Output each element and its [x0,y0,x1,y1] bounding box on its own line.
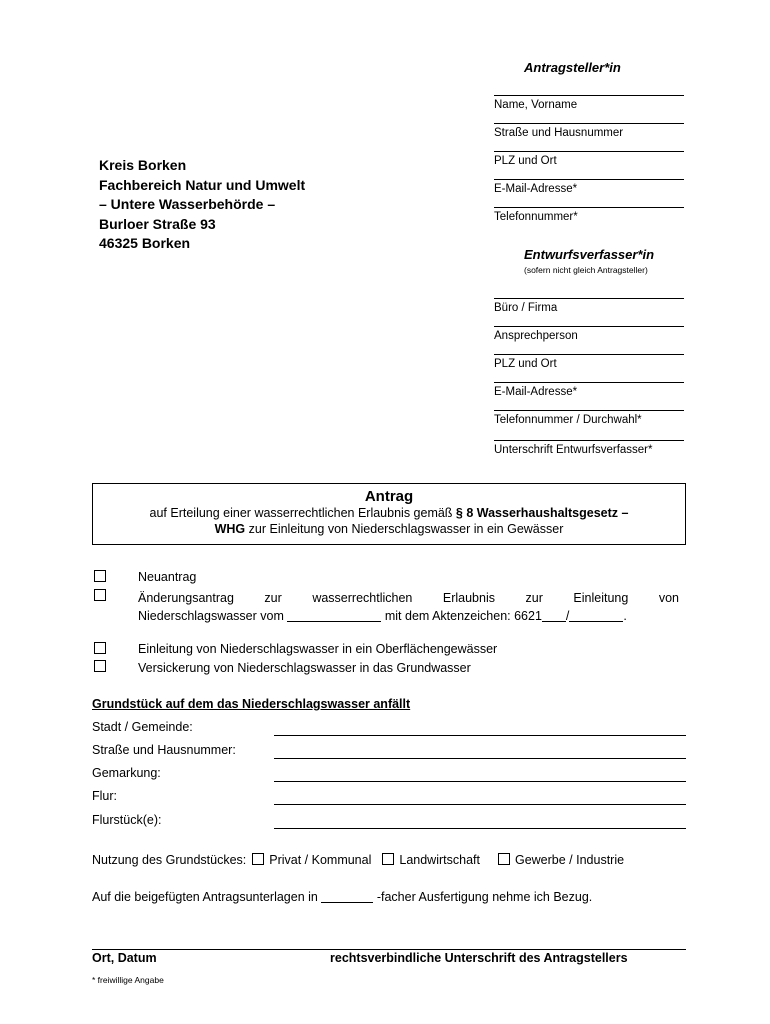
designer-contact-field[interactable]: Ansprechperson [494,326,684,343]
property-street-line[interactable] [274,745,686,759]
designer-office-field[interactable]: Büro / Firma [494,298,684,315]
applicant-phone-field[interactable]: Telefonnummer* [494,207,684,224]
property-city-line[interactable] [274,722,686,736]
applicant-street-field[interactable]: Straße und Hausnummer [494,123,684,140]
surface-water-checkbox[interactable] [94,642,106,654]
change-word-4: Erlaubnis [442,591,495,605]
change-application-line-1 [138,589,679,607]
antrag-line1-pre: auf Erteilung einer wasserrechtlichen Erlaubnis gemäß [149,506,456,520]
antrag-title: Antrag [364,488,414,505]
recipient-line-1: Kreis Borken [99,157,187,173]
applicant-name-field[interactable]: Name, Vorname [494,95,684,112]
recipient-line-2: Fachbereich Natur und Umwelt [99,176,306,193]
file-number-end: . [623,609,627,623]
change-word-2: zur [264,591,282,605]
designer-note: (sofern nicht gleich Antragsteller) [524,265,648,275]
footnote: * freiwillige Angabe [92,975,164,985]
recipient-line-5: 46325 Borken [99,235,191,251]
surface-water-label: Einleitung von Niederschlagswasser in ein Oberflächengewässer [138,642,498,656]
usage-agriculture-checkbox[interactable] [382,853,394,865]
change-word-6: Einleitung [573,591,629,605]
place-date-label: Ort, Datum [92,951,157,965]
property-street-label: Straße und Hausnummer: [92,743,236,757]
property-section-title: Grundstück auf dem das Niederschlagswasser anfällt [92,697,411,711]
applicant-title: Antragsteller*in [524,60,621,75]
change-application-line-2 [138,607,679,625]
file-number-part-1-blank[interactable] [542,610,566,622]
applicant-email-field[interactable]: E-Mail-Adresse* [494,179,684,196]
property-city-label: Stadt / Gemeinde: [92,720,193,734]
designer-phone-field[interactable]: Telefonnummer / Durchwahl* [494,410,684,427]
designer-zip-city-field[interactable]: PLZ und Ort [494,354,684,371]
file-number-part-2-blank[interactable] [569,610,623,622]
usage-agriculture-label: Landwirtschaft [399,853,480,867]
designer-email-field[interactable]: E-Mail-Adresse* [494,382,684,399]
property-district-line[interactable] [274,768,686,782]
change-application-label [138,589,679,625]
signature-line[interactable] [92,949,686,950]
designer-signature-field[interactable]: Unterschrift Entwurfsverfasser* [494,440,684,457]
antrag-line2-post: zur Einleitung von Niederschlagswasser in ein Gewässer [245,522,564,536]
signature-label: rechtsverbindliche Unterschrift des Antragstellers [330,951,628,965]
new-application-label: Neuantrag [138,570,197,584]
property-district-label: Gemarkung: [92,766,161,780]
groundwater-label: Versickerung von Niederschlagswasser in das Grundwasser [138,661,471,675]
change-word-7: von [658,591,679,605]
copies-post-text: -facher Ausfertigung nehme ich Bezug. [376,890,593,904]
change-word-1: Änderungsantrag [138,591,234,605]
change-date-label: Niederschlagswasser vom [138,609,284,623]
file-number-separator: / [565,609,570,623]
usage-commercial-label: Gewerbe / Industrie [514,853,625,867]
property-parcel-label: Flurstück(e): [92,813,162,827]
change-file-number-label: mit dem Aktenzeichen: 6621 [384,609,542,623]
applicant-zip-city-field[interactable]: PLZ und Ort [494,151,684,168]
change-application-checkbox[interactable] [94,589,106,601]
groundwater-checkbox[interactable] [94,660,106,672]
usage-private-checkbox[interactable] [252,853,264,865]
recipient-address [99,156,305,254]
recipient-line-4: Burloer Straße 93 [99,215,216,232]
antrag-subtitle-line-2 [93,521,685,537]
change-word-3: wasserrechtlichen [312,591,413,605]
new-application-checkbox[interactable] [94,570,106,582]
antrag-line1-bold: § 8 Wasserhaushaltsgesetz – [455,506,629,520]
usage-private-label: Privat / Kommunal [269,853,372,867]
property-parcel-line[interactable] [274,815,686,829]
usage-row [92,853,624,867]
change-word-5: zur [525,591,543,605]
property-flur-line[interactable] [274,791,686,805]
usage-label: Nutzung des Grundstückes: [92,853,247,867]
antrag-subtitle-line-1 [93,505,685,521]
antrag-box [92,483,686,545]
usage-commercial-checkbox[interactable] [498,853,510,865]
copies-row [92,890,592,904]
designer-title: Entwurfsverfasser*in [524,247,655,262]
antrag-line2-bold: WHG [214,522,246,536]
recipient-line-3: – Untere Wasserbehörde – [99,196,276,212]
copies-count-blank[interactable] [321,891,373,903]
copies-pre-text: Auf die beigefügten Antragsunterlagen in [92,890,318,904]
change-date-blank[interactable] [287,610,381,622]
property-flur-label: Flur: [92,789,117,803]
